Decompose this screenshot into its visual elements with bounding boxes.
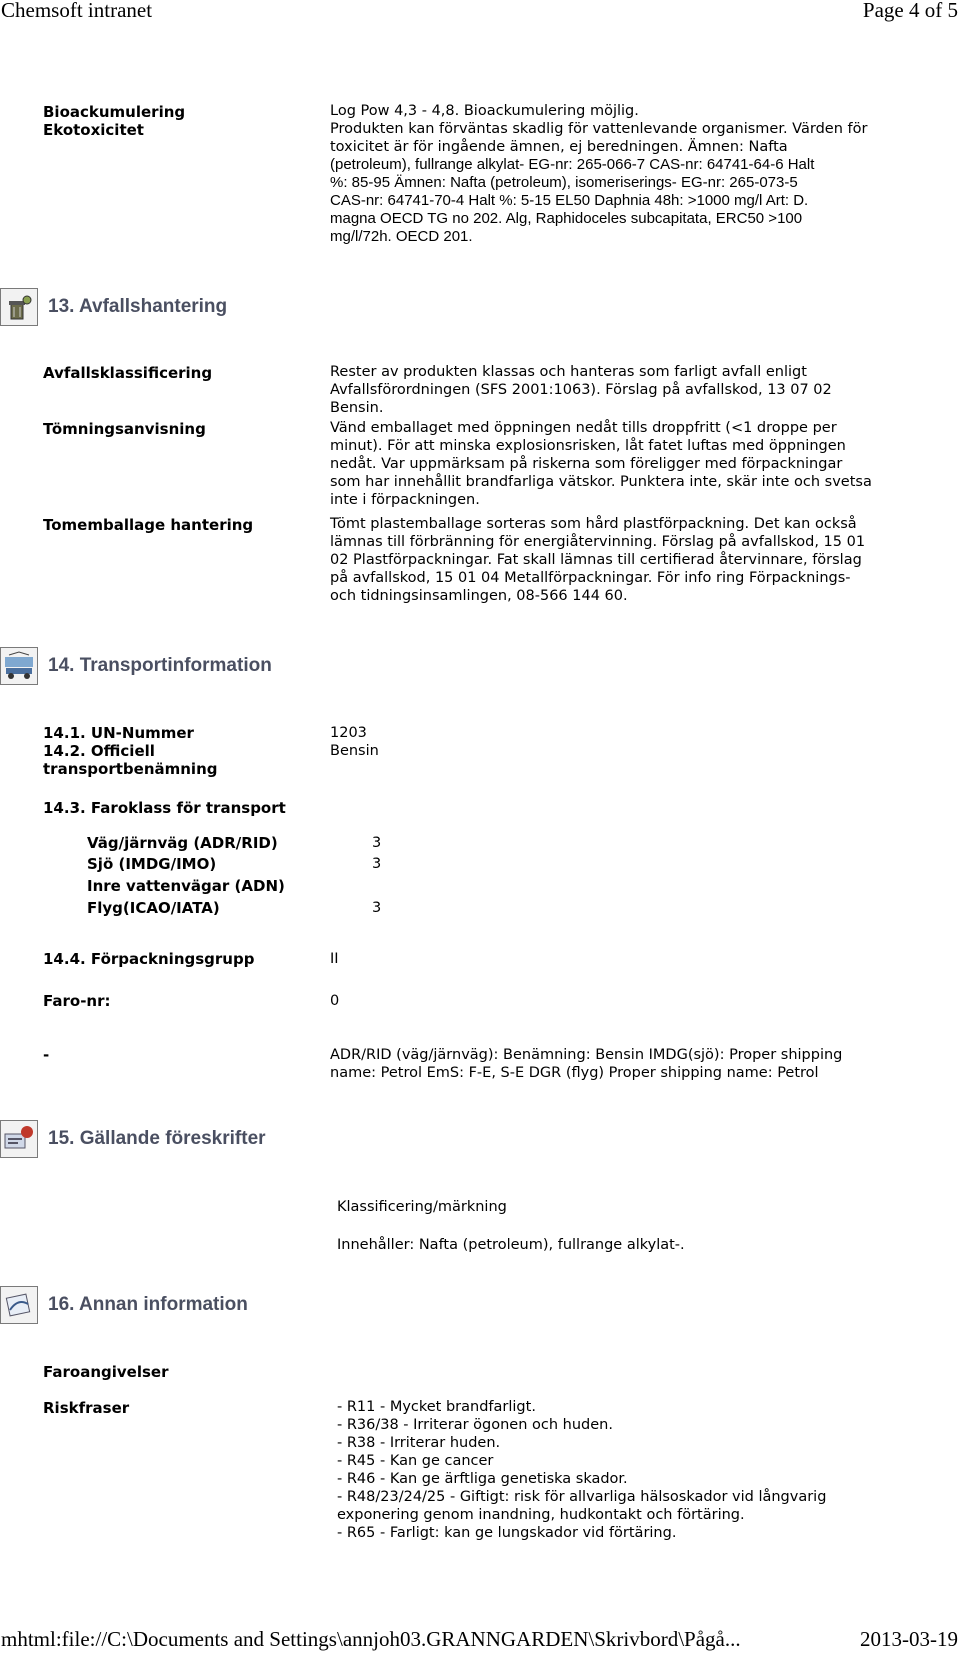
header-page-number: Page 4 of 5 (862, 0, 958, 22)
tomningsanvisning-text (330, 419, 930, 509)
class-mode-road: Väg/järnväg (ADR/RID) (87, 834, 278, 852)
text-line: Avfallsförordningen (SFS 2001:1063). Förslag på avfallskod, 13 07 02 (330, 382, 832, 398)
text-line: som har innehållit brandfarliga vätskor. Punktera inte, skär inte och svetsa (330, 474, 872, 490)
section-16-title: 16. Annan information (48, 1294, 248, 1315)
class-mode-air: Flyg(ICAO/IATA) (87, 899, 220, 917)
shipping-name-value: Bensin (330, 743, 379, 759)
section-15-title: 15. Gällande föreskrifter (48, 1128, 266, 1149)
tomningsanvisning-label: Tömningsanvisning (43, 420, 206, 438)
un-number-label: 14.1. UN-Nummer (43, 724, 194, 742)
riskfraser-label: Riskfraser (43, 1399, 130, 1417)
packing-group-label: 14.4. Förpackningsgrupp (43, 950, 255, 968)
avfallsklassificering-text (330, 363, 930, 417)
eco-line: toxicitet är för ingående ämnen, ej beredningen. Ämnen: Nafta (330, 139, 788, 155)
text-line: Rester av produkten klassas och hanteras som farligt avfall enligt (330, 364, 807, 380)
bioackumulering-label: Bioackumulering (43, 103, 186, 121)
section-14-heading (0, 647, 272, 685)
eco-line: %: 85-95 Ämnen: Nafta (petroleum), isomeriserings- EG-nr: 265-073-5 (330, 174, 798, 191)
risk-phrase: - R36/38 - Irriterar ögonen och huden. (337, 1417, 613, 1433)
page-header (0, 0, 960, 24)
section-13-title: 13. Avfallshantering (48, 296, 228, 317)
packing-group-value: II (330, 951, 339, 967)
section-13-heading (0, 288, 227, 326)
header-site-name: Chemsoft intranet (1, 0, 153, 22)
text-line: på avfallskod, 15 01 04 Metallförpackningar. För info ring Förpacknings- (330, 570, 851, 586)
footer-date: 2013-03-19 (860, 1627, 958, 1651)
class-value-air: 3 (372, 900, 382, 916)
risk-phrase: - R11 - Mycket brandfarligt. (337, 1399, 536, 1415)
shipping-name-label (43, 742, 218, 778)
transport-extra-label: - (43, 1046, 50, 1064)
waste-disposal-icon (0, 288, 38, 326)
text-line: Tömt plastemballage sorteras som hård plastförpackning. Det kan också (330, 516, 857, 532)
eco-line: magna OECD TG no 202. Alg, Raphidoceles subcapitata, ERC50 >100 (330, 210, 803, 227)
risk-phrase: - R65 - Farligt: kan ge lungskador vid förtäring. (337, 1525, 677, 1541)
risk-phrase: - R45 - Kan ge cancer (337, 1453, 494, 1469)
shipping-name-label-line: transportbenämning (43, 760, 218, 778)
faro-nr-value: 0 (330, 993, 340, 1009)
risk-phrase-list (337, 1398, 927, 1542)
section-15-heading (0, 1120, 266, 1158)
eco-line: mg/l/72h. OECD 201. (330, 228, 473, 245)
text-line: och tidningsinsamlingen, 08-566 144 60. (330, 588, 628, 604)
text-line: Bensin. (330, 400, 384, 416)
text-line: 02 Plastförpackningar. Fat skall lämnas till certifierad återvinnare, förslag (330, 552, 862, 568)
transport-icon (0, 647, 38, 685)
section-14-title: 14. Transportinformation (48, 655, 272, 676)
eco-line: CAS-nr: 64741-70-4 Halt %: 5-15 EL50 Daphnia 48h: >1000 mg/l Art: D. (330, 192, 809, 209)
class-mode-inland: Inre vattenvägar (ADN) (87, 877, 285, 895)
class-value-road: 3 (372, 835, 382, 851)
footer-file-path: mhtml:file://C:\Documents and Settings\annjoh03.GRANNGARDEN\Skrivbord\Pågå... (1, 1627, 741, 1651)
faro-nr-label: Faro-nr: (43, 992, 111, 1010)
risk-phrase: - R38 - Irriterar huden. (337, 1435, 501, 1451)
tomemballage-text (330, 515, 930, 605)
classification-heading: Klassificering/märkning (337, 1199, 507, 1215)
eco-line: (petroleum), fullrange alkylat- EG-nr: 265-066-7 CAS-nr: 64741-64-6 Halt (330, 156, 815, 173)
text-line: nedåt. Var uppmärksam på riskerna som föreligger med förpackningar (330, 456, 843, 472)
transport-extra-text (330, 1046, 930, 1082)
risk-phrase: exponering genom inandning, hudkontakt och förtäring. (337, 1507, 745, 1523)
text-line: ADR/RID (väg/järnväg): Benämning: Bensin IMDG(sjö): Proper shipping (330, 1047, 843, 1063)
eco-line: Log Pow 4,3 - 4,8. Bioackumulering möjlig. (330, 103, 639, 119)
page-footer (0, 1627, 960, 1653)
text-line: Vänd emballaget med öppningen nedåt tills droppfritt (<1 droppe per (330, 420, 837, 436)
section-16-heading (0, 1286, 248, 1324)
risk-phrase: - R48/23/24/25 - Giftigt: risk för allvarliga hälsoskador vid långvarig (337, 1489, 827, 1505)
ekotoxicitet-label: Ekotoxicitet (43, 121, 144, 139)
avfallsklassificering-label: Avfallsklassificering (43, 364, 213, 382)
class-value-sea: 3 (372, 856, 382, 872)
text-line: lämnas till förbränning för energiåtervinning. Förslag på avfallskod, 15 01 (330, 534, 866, 550)
text-line: name: Petrol EmS: F-E, S-E DGR (flyg) Proper shipping name: Petrol (330, 1065, 819, 1081)
text-line: minut). För att minska explosionsrisken, låt fatet luftas med öppningen (330, 438, 846, 454)
faroangivelser-label: Faroangivelser (43, 1363, 169, 1381)
tomemballage-label: Tomemballage hantering (43, 516, 254, 534)
ecotoxicity-text (330, 102, 930, 246)
un-number-value: 1203 (330, 725, 367, 741)
risk-phrase: - R46 - Kan ge ärftliga genetiska skador. (337, 1471, 628, 1487)
other-information-icon (0, 1286, 38, 1324)
contains-text: Innehåller: Nafta (petroleum), fullrange alkylat-. (337, 1237, 685, 1253)
regulations-icon (0, 1120, 38, 1158)
eco-line: Produkten kan förväntas skadlig för vattenlevande organismer. Värden för (330, 121, 868, 137)
hazard-class-label: 14.3. Faroklass för transport (43, 799, 286, 817)
shipping-name-label-line: 14.2. Officiell (43, 742, 155, 760)
class-mode-sea: Sjö (IMDG/IMO) (87, 855, 217, 873)
text-line: inte i förpackningen. (330, 492, 480, 508)
